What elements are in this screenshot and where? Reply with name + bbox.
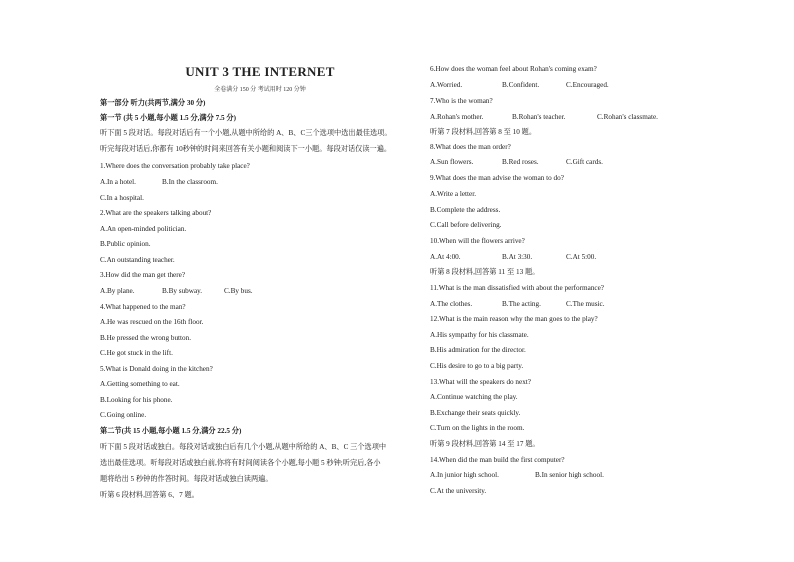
options-row: [430, 253, 596, 262]
question: 7.Who is the woman?: [430, 97, 493, 105]
option: B.His admiration for the director.: [430, 346, 526, 354]
listen-instruction: 听第 6 段材料,回答第 6、7 题。: [100, 491, 199, 499]
question: 10.When will the flowers arrive?: [430, 237, 525, 245]
page-title: UNIT 3 THE INTERNET: [185, 64, 335, 79]
option: C.By bus.: [224, 287, 253, 295]
question: 4.What happened to the man?: [100, 303, 186, 311]
option: B.Looking for his phone.: [100, 396, 173, 404]
section2-instruction: 题将给出 5 秒钟的作答时间。每段对话或独白读两遍。: [100, 475, 273, 483]
option: C.In a hospital.: [100, 194, 144, 202]
option: C.Encouraged.: [566, 81, 609, 89]
option: A.Rohan's mother.: [430, 113, 484, 121]
options-row: [100, 178, 218, 187]
question: 6.How does the woman feel about Rohan's coming exam?: [430, 65, 597, 73]
option: C.Rohan's classmate.: [597, 113, 658, 121]
listen-instruction: 听第 9 段材料,回答第 14 至 17 题。: [430, 440, 540, 448]
option: A.By plane.: [100, 287, 135, 295]
option: C.At 5:00.: [566, 253, 597, 261]
options-row: [430, 81, 609, 90]
section1-instruction: 听完每段对话后,你都有 10秒钟的时间来回答有关小题和阅读下一小题。每段对话仅读一遍。: [100, 145, 392, 153]
option: C.Going online.: [100, 411, 147, 419]
option: B.Complete the address.: [430, 206, 501, 214]
section1-instruction: 听下面 5 段对话。每段对话后有一个小题,从题中所给的 A、B、C三个选项中选出最佳选项。: [100, 129, 392, 137]
option: A.Sun flowers.: [430, 158, 474, 166]
question: 8.What does the man order?: [430, 143, 511, 151]
option: C.At the university.: [430, 487, 487, 495]
question: 2.What are the speakers talking about?: [100, 209, 212, 217]
question: 5.What is Donald doing in the kitchen?: [100, 365, 213, 373]
section1-heading: 第一节 (共 5 小题,每小题 1.5 分,满分 7.5 分): [100, 114, 236, 122]
option: B.Red roses.: [502, 158, 539, 166]
question: 3.How did the man get there?: [100, 271, 186, 279]
option: A.Write a letter.: [430, 190, 477, 198]
option: C.Gift cards.: [566, 158, 603, 166]
options-row: [100, 287, 253, 296]
option: B.He pressed the wrong button.: [100, 334, 192, 342]
option: C.Turn on the lights in the room.: [430, 424, 525, 432]
option: A.Worried.: [430, 81, 463, 89]
question: 1.Where does the conversation probably take place?: [100, 162, 250, 170]
option: A.An open-minded politician.: [100, 225, 187, 233]
question: 9.What does the man advise the woman to do?: [430, 174, 564, 182]
option: B.Confident.: [502, 81, 540, 89]
option: A.At 4:00.: [430, 253, 461, 261]
option: A.His sympathy for his classmate.: [430, 331, 529, 339]
option: C.The music.: [566, 300, 605, 308]
options-row: [430, 158, 603, 167]
option: B.Public opinion.: [100, 240, 151, 248]
options-row: [430, 471, 604, 480]
question: 14.When did the man build the first computer?: [430, 456, 565, 464]
option: A.Getting something to eat.: [100, 380, 180, 388]
option: A.The clothes.: [430, 300, 473, 308]
option: B.The acting.: [502, 300, 541, 308]
options-row: [430, 113, 658, 122]
option: C.An outstanding teacher.: [100, 256, 175, 264]
section2-heading: 第二节(共 15 小题,每小题 1.5 分,满分 22.5 分): [100, 427, 242, 435]
option: C.His desire to go to a big party.: [430, 362, 524, 370]
section2-instruction: 听下面 5 段对话或独白。每段对话或独白后有几个小题,从题中所给的 A、B、C 三个选项中: [100, 443, 387, 451]
listen-instruction: 听第 7 段材料,回答第 8 至 10 题。: [430, 128, 537, 136]
option: A.Continue watching the play.: [430, 393, 518, 401]
option: C.He got stuck in the lift.: [100, 349, 173, 357]
question: 11.What is the man dissatisfied with about the performance?: [430, 284, 604, 292]
option: B.Exchange their seats quickly.: [430, 409, 521, 417]
listen-instruction: 听第 8 段材料,回答第 11 至 13 题。: [430, 268, 540, 276]
question: 13.What will the speakers do next?: [430, 378, 531, 386]
option: B.In the classroom.: [162, 178, 218, 186]
option: B.In senior high school.: [535, 471, 604, 479]
part1-heading: 第一部分 听力(共两节,满分 30 分): [100, 99, 206, 107]
page-subtitle: 全卷满分 150 分 考试用时 120 分钟: [214, 87, 306, 93]
option: C.Call before delivering.: [430, 221, 502, 229]
option: A.In a hotel.: [100, 178, 136, 186]
option: B.Rohan's teacher.: [512, 113, 566, 121]
option: A.He was rescued on the 16th floor.: [100, 318, 204, 326]
option: B.At 3:30.: [502, 253, 533, 261]
option: B.By subway.: [162, 287, 203, 295]
option: A.In junior high school.: [430, 471, 499, 479]
options-row: [430, 300, 605, 309]
section2-instruction: 选出最佳选项。听每段对话或独白前,你将有时间阅读各个小题,每小题 5 秒钟;听完后,各小: [100, 459, 381, 467]
question: 12.What is the main reason why the man goes to the play?: [430, 315, 598, 323]
